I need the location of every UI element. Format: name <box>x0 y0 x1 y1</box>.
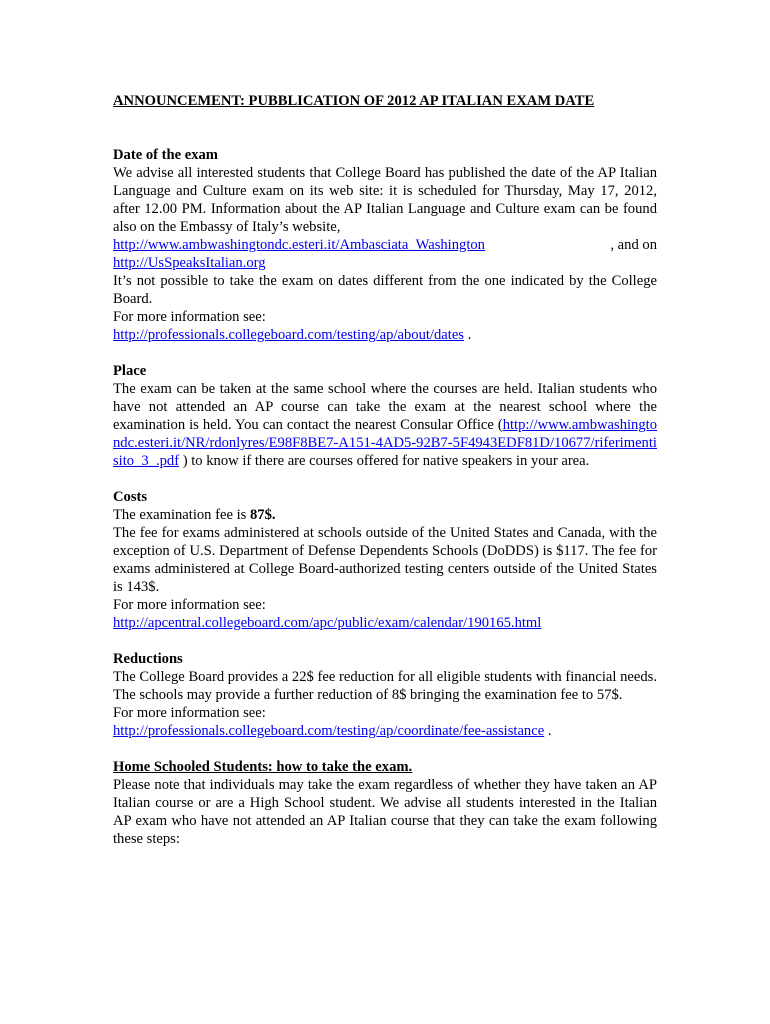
dates-link[interactable]: http://professionals.collegeboard.com/testing/ap/about/dates <box>113 327 464 343</box>
consular-pdf-link[interactable]: http://www.ambwashingtondc.esteri.it/NR/rdonlyres/E98F8BE7-A151-4AD5-92B7-5F4943EDF81D/10677/riferimentisito_3_.pdf <box>113 417 657 469</box>
reductions-heading: Reductions <box>113 651 183 667</box>
fee-prefix: The examination fee is <box>113 507 250 523</box>
and-on-text: , and on <box>610 237 657 253</box>
costs-more-info: For more information see: <box>113 597 266 613</box>
reductions-paragraph: The College Board provides a 22$ fee reduction for all eligible students with financial needs. The schools may provide a further reduction of 8$ bringing the examination fee to 57$. <box>113 669 657 703</box>
costs-paragraph: The fee for exams administered at schools outside of the United States and Canada, with the exception of U.S. Department of Defense Dependents Schools (DoDDS) is $117. The fee for exams administered at College Board-authorized testing centers outside of the United States is 143$. <box>113 525 657 595</box>
costs-heading: Costs <box>113 489 148 505</box>
reductions-section <box>113 650 657 740</box>
fee-line <box>113 506 657 524</box>
place-heading: Place <box>113 363 147 379</box>
fee-value: 87$. <box>249 507 276 523</box>
home-section <box>113 758 657 848</box>
date-more-info: For more information see: <box>113 309 266 325</box>
reductions-more-info: For more information see: <box>113 705 266 721</box>
place-text-after: ) to know if there are courses offered for native speakers in your area. <box>179 453 590 469</box>
date-heading: Date of the exam <box>113 147 218 163</box>
date-section <box>113 146 657 344</box>
place-section <box>113 362 657 470</box>
date-note: It’s not possible to take the exam on dates different from the one indicated by the College Board. <box>113 273 657 307</box>
calendar-link[interactable]: http://apcentral.collegeboard.com/apc/public/exam/calendar/190165.html <box>113 615 542 631</box>
date-text: We advise all interested students that College Board has published the date of the AP Italian Language and Culture exam on its web site: it is scheduled for Thursday, May 17, 2012, after 12.00 PM. Information about the AP Italian Language and Culture exam can be found also on the Embassy of Italy’s website, <box>113 165 657 235</box>
place-text-before: The exam can be taken at the same school where the courses are held. Italian students who have not attended an AP course can take the exam at the nearest school where the examination is held. You can contact the nearest Consular Office ( <box>113 381 657 433</box>
home-heading: Home Schooled Students: how to take the exam. <box>113 759 413 775</box>
usspeaks-link[interactable]: http://UsSpeaksItalian.org <box>113 255 266 271</box>
place-paragraph <box>113 380 657 470</box>
date-paragraph <box>113 164 657 236</box>
document-title: ANNOUNCEMENT: PUBBLICATION OF 2012 AP ITALIAN EXAM DATE <box>113 93 595 109</box>
fee-link-suffix: . <box>544 723 552 739</box>
costs-section <box>113 488 657 632</box>
home-paragraph: Please note that individuals may take the exam regardless of whether they have taken an AP Italian course or are a High School student. We advise all students interested in the Italian AP exam who have not attended an AP Italian course that they can take the exam following these steps: <box>113 777 657 847</box>
embassy-link[interactable]: http://www.ambwashingtondc.esteri.it/Ambasciata_Washington <box>113 237 485 253</box>
embassy-line <box>113 236 657 254</box>
fee-assistance-link[interactable]: http://professionals.collegeboard.com/testing/ap/coordinate/fee-assistance <box>113 723 545 739</box>
dates-link-suffix: . <box>463 327 472 343</box>
